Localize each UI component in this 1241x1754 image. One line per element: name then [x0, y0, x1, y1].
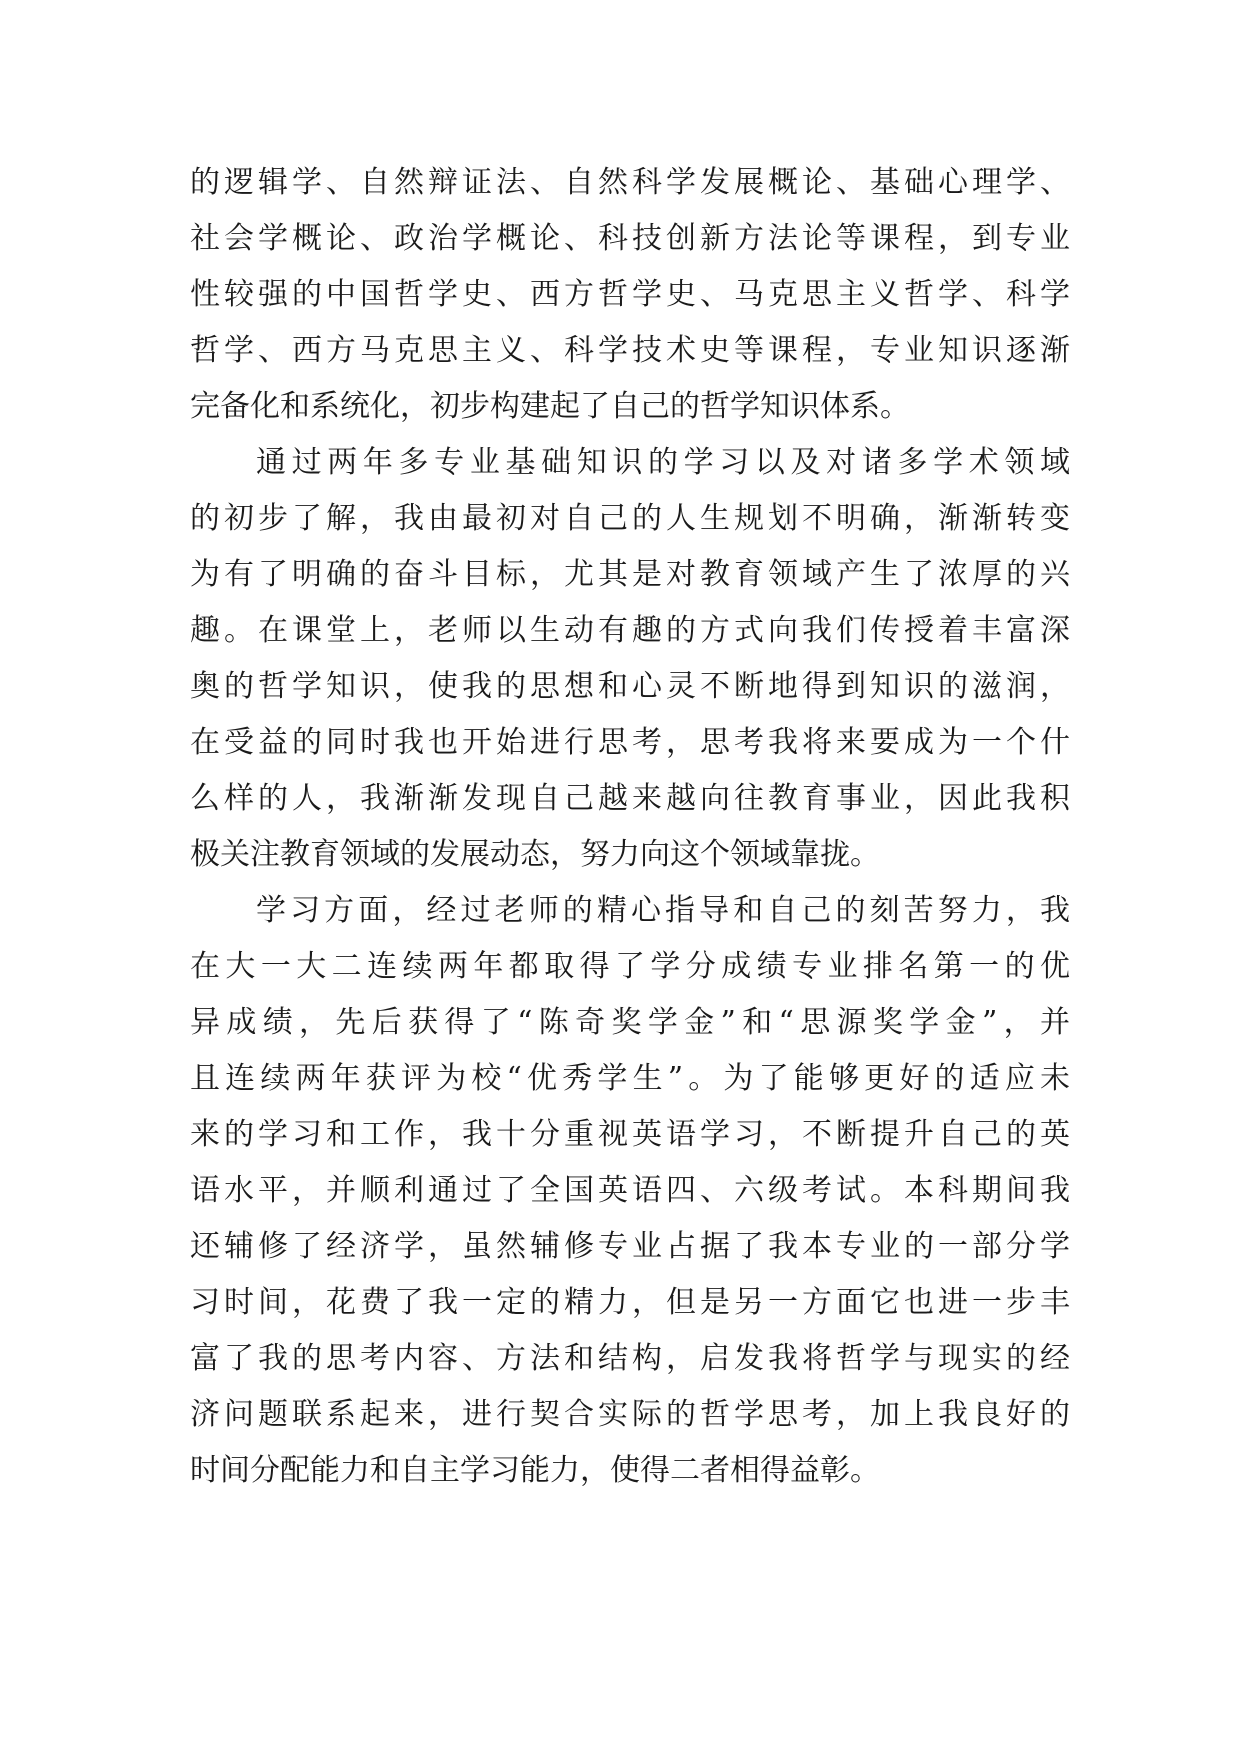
text-line: 极关注教育领域的发展动态，努力向这个领域靠拢。 [190, 837, 880, 872]
text-line: 且连续两年获评为校“优秀学生”。为了能够更好的适应未 [190, 1061, 1070, 1096]
text-line: 么样的人，我渐渐发现自己越来越向往教育事业，因此我积 [190, 781, 1070, 816]
text-line: 还辅修了经济学，虽然辅修专业占据了我本专业的一部分学 [190, 1229, 1070, 1264]
text-line: 为有了明确的奋斗目标，尤其是对教育领域产生了浓厚的兴 [190, 557, 1070, 592]
text-line: 异成绩，先后获得了“陈奇奖学金”和“思源奖学金”，并 [190, 1005, 1070, 1040]
paragraph [190, 435, 1070, 883]
text-line: 哲学、西方马克思主义、科学技术史等课程，专业知识逐渐 [190, 333, 1070, 368]
text-line: 的初步了解，我由最初对自己的人生规划不明确，渐渐转变 [190, 501, 1070, 536]
text-line: 富了我的思考内容、方法和结构，启发我将哲学与现实的经 [190, 1341, 1070, 1376]
text-line: 通过两年多专业基础知识的学习以及对诸多学术领域 [256, 445, 1070, 480]
text-line: 的逻辑学、自然辩证法、自然科学发展概论、基础心理学、 [190, 165, 1070, 200]
paragraph [190, 155, 1070, 435]
text-line: 趣。在课堂上，老师以生动有趣的方式向我们传授着丰富深 [190, 613, 1070, 648]
text-line: 在受益的同时我也开始进行思考，思考我将来要成为一个什 [190, 725, 1070, 760]
text-line: 社会学概论、政治学概论、科技创新方法论等课程，到专业 [190, 221, 1070, 256]
text-line: 济问题联系起来，进行契合实际的哲学思考，加上我良好的 [190, 1397, 1070, 1432]
text-line: 学习方面，经过老师的精心指导和自己的刻苦努力，我 [256, 893, 1070, 928]
text-line: 习时间，花费了我一定的精力，但是另一方面它也进一步丰 [190, 1285, 1070, 1320]
text-line: 奥的哲学知识，使我的思想和心灵不断地得到知识的滋润， [190, 669, 1070, 704]
text-line: 完备化和系统化，初步构建起了自己的哲学知识体系。 [190, 389, 910, 424]
document-body [190, 155, 1070, 1499]
paragraph [190, 883, 1070, 1499]
text-line: 性较强的中国哲学史、西方哲学史、马克思主义哲学、科学 [190, 277, 1070, 312]
text-line: 在大一大二连续两年都取得了学分成绩专业排名第一的优 [190, 949, 1070, 984]
text-line: 时间分配能力和自主学习能力，使得二者相得益彰。 [190, 1453, 880, 1488]
text-line: 语水平，并顺利通过了全国英语四、六级考试。本科期间我 [190, 1173, 1070, 1208]
text-line: 来的学习和工作，我十分重视英语学习，不断提升自己的英 [190, 1117, 1070, 1152]
